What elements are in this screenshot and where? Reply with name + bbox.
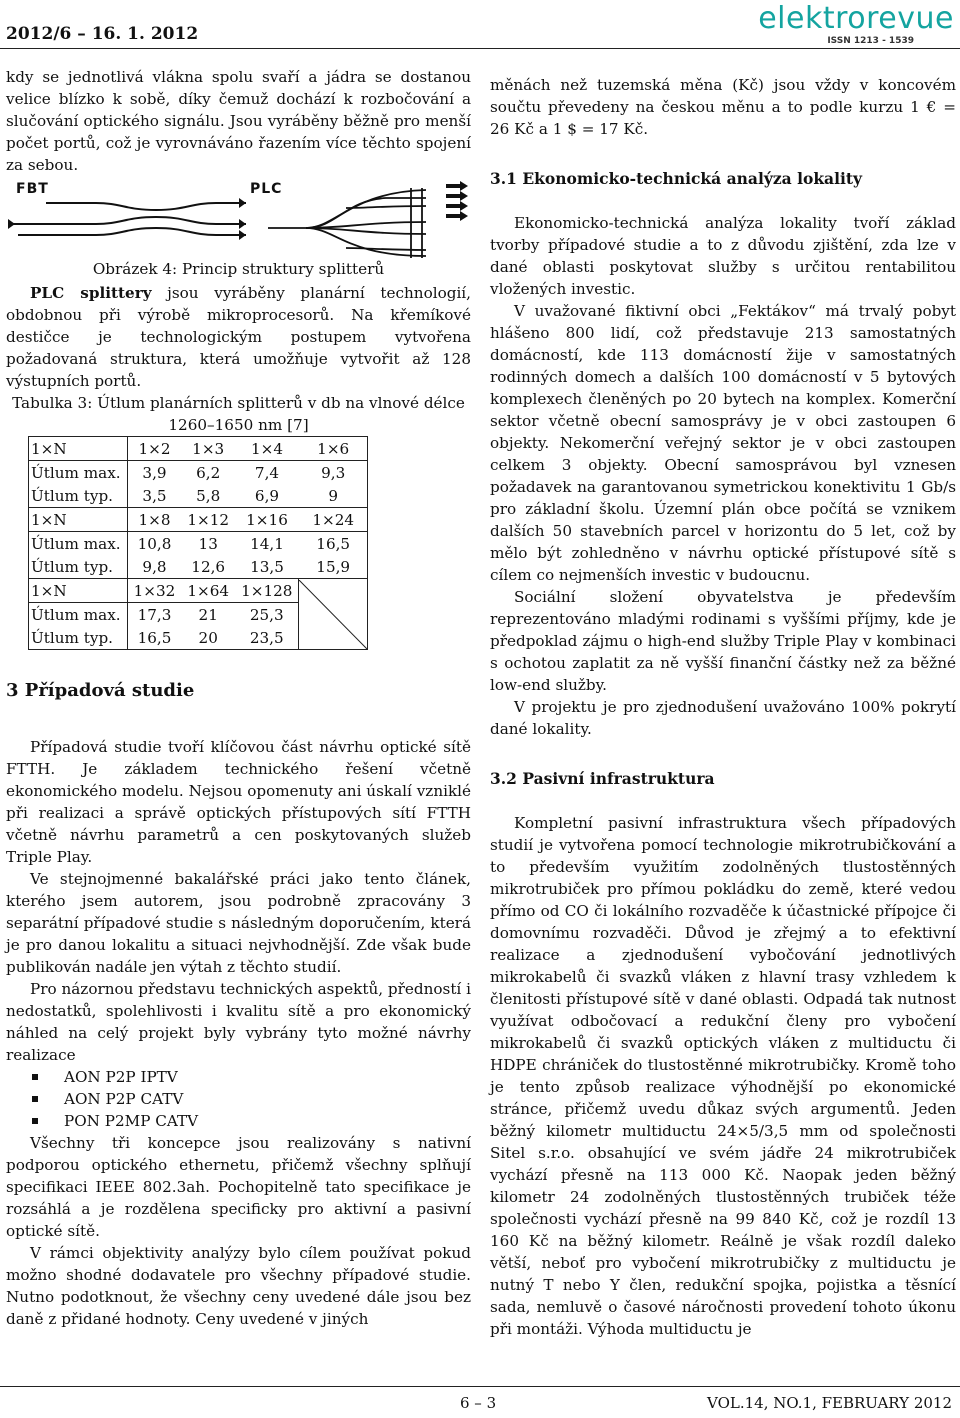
table-cell: 1×3 (181, 437, 235, 461)
subsection-heading-3-2: 3.2 Pasivní infrastruktura (490, 769, 715, 788)
subsection-heading-3-1: 3.1 Ekonomicko-technická analýza lokality (490, 169, 863, 188)
table-cell: 3,5 (142, 486, 167, 505)
table-cell: 9 (299, 484, 368, 508)
figure-label-plc: PLC (250, 181, 283, 197)
table-cell: 10,8 (137, 534, 172, 553)
splitter-figure (6, 178, 471, 258)
volume-info: VOL.14, NO.1, FEBRUARY 2012 (707, 1394, 952, 1412)
table-cell: 14,1 (250, 534, 284, 553)
bullet-square-icon (32, 1074, 38, 1080)
case-study-paragraph-4: Všechny tři koncepce jsou realizovány s nativní podporou optického ethernetu, přičemž všechny splňují specifikaci IEEE 802.3ah. Pochopitelně tato specifikace je rozsáhlá a je rozdělena specificky pro aktivní a pasivní optické sítě. (6, 1134, 471, 1240)
analysis-paragraph-4: V projektu je pro zjednodušení uvažováno 100% pokrytí dané lokality. (490, 698, 956, 738)
table-cell: 1×N (29, 579, 128, 603)
empty-diagonal-cell (299, 579, 368, 650)
logo-text: elektrorevue (758, 1, 954, 36)
fbt-lines (8, 203, 246, 235)
table-cell: 1×N (29, 437, 128, 461)
table-cell: 1×12 (181, 508, 235, 532)
analysis-paragraph-1: Ekonomicko-technická analýza lokality tvoří základ tvorby případové studie a to z důvodu zjištění, zda lze v dané oblasti poskytovat služby s určitou rentabilitou vložených investic. (490, 214, 956, 298)
page-number: 6 – 3 (460, 1394, 497, 1412)
table-cell: 13,5 (250, 557, 284, 576)
case-study-paragraph-5: V rámci objektivity analýzy bylo cílem používat pokud možno shodné dodavatele pro všechny případové studie. Nutno podotknout, že všechny ceny uvedené dále jsou bez daně z přidané hodnoty. Ceny uvedené v jiných (6, 1244, 471, 1328)
table-row (29, 579, 368, 603)
table-cell: Útlum max. (29, 603, 128, 627)
table-cell: 1×N (29, 508, 128, 532)
table-row (29, 461, 368, 485)
table-cell: 17,3 (137, 605, 172, 624)
plc-paragraph (6, 282, 471, 392)
table-cell: 3,9 (142, 463, 167, 482)
table-cell: 1×32 (127, 579, 181, 603)
table-cell: 16,5 (299, 532, 368, 556)
table-cell: 6,2 (196, 463, 221, 482)
realization-list (6, 1066, 471, 1132)
table-row (29, 437, 368, 461)
table-cell: Útlum typ. (29, 484, 128, 508)
list-item-label: AON P2P CATV (64, 1090, 184, 1108)
table-row (29, 532, 368, 556)
right-column (490, 74, 956, 1340)
attenuation-table (28, 436, 368, 650)
table-cell: Útlum typ. (29, 626, 128, 650)
issn-number: ISSN 1213 - 1539 (827, 36, 914, 46)
table-cell: 20 (181, 626, 235, 650)
plc-chip (268, 188, 426, 258)
list-item (64, 1066, 471, 1088)
table-cell: 1×64 (181, 579, 235, 603)
table-cell: 1×4 (235, 437, 299, 461)
table-cell: 23,5 (235, 626, 299, 650)
case-study-paragraph-3: Pro názornou představu technických aspektů, předností i nedostatků, spolehlivosti i kvalitu sítě a pro ekonomický náhled na celý projekt byly vybrány tyto možné návrhy realizace (6, 980, 471, 1064)
bullet-square-icon (32, 1096, 38, 1102)
table-row (29, 555, 368, 579)
list-item (64, 1088, 471, 1110)
table-cell: 1×24 (299, 508, 368, 532)
figure-caption: Obrázek 4: Princip struktury splitterů (92, 260, 385, 278)
plc-output-arrows (446, 181, 468, 221)
footer-rule (0, 1386, 960, 1387)
case-study-paragraph-1: Případová studie tvoří klíčovou část návrhu optické sítě FTTH. Je základem technického řešení včetně ekonomického modelu. Nejsou opomenuty ani úskalí vzniklé při realizaci a správě optických přístupových sítí FTTH včetně návrhu parametrů a cen poskytovaných služeb Triple Play. (6, 738, 471, 866)
diagonal-line (299, 580, 367, 649)
table-cell: 1×8 (127, 508, 181, 532)
table-cell: 9,8 (142, 557, 167, 576)
table-cell: 7,4 (254, 463, 280, 482)
plc-description: jsou vyráběny planární technologií, obdobnou při výrobě mikroprocesorů. Na křemíkové destičce je technologickým postupem vytvořena požadovaná struktura, která umožňuje vytvořit až 128 výstupních portů. (6, 284, 471, 390)
table-cell: 5,8 (196, 486, 221, 505)
left-intro-paragraph: kdy se jednotlivá vlákna spolu svaří a jádra se dostanou velice blízko k sobě, díky čemuž dochází k rozbočování a slučování optického signálu. Jsou vyráběny běžně pro menší počet portů, což je vyrovnáváno řazením více těchto spojení za sebou. (6, 68, 471, 174)
table-cell: 16,5 (127, 626, 181, 650)
elektrorevue-logo (758, 2, 954, 46)
section-heading: 3 Případová studie (6, 680, 195, 701)
table-cell: 15,9 (299, 555, 368, 579)
table-row (29, 484, 368, 508)
list-item-label: PON P2MP CATV (64, 1112, 199, 1130)
table-cell: 9,3 (299, 461, 368, 485)
table-cell: 13 (198, 534, 218, 553)
bullet-square-icon (32, 1118, 38, 1124)
table-row (29, 508, 368, 532)
table-cell: 21 (198, 605, 218, 624)
table-cell: Útlum max. (29, 461, 128, 485)
table-cell: 1×128 (235, 579, 299, 603)
list-item (64, 1110, 471, 1132)
table-cell: Útlum typ. (29, 555, 128, 579)
left-column (6, 66, 471, 1330)
right-intro-paragraph: měnách než tuzemská měna (Kč) jsou vždy v koncovém součtu převedeny na českou měnu a to podle kurzu 1 € = 26 Kč a 1 $ = 17 Kč. (490, 76, 956, 138)
splitter-diagram (6, 178, 471, 258)
table-cell: 12,6 (191, 557, 226, 576)
case-study-paragraph-2: Ve stejnojmenné bakalářské práci jako tento článek, kterého jsem autorem, jsou podrobně zpracovány 3 separátní případové studie s následným doporučením, která je pro danou lokalitu a situaci nejvhodnější. Zde však bude publikován nadále jen výtah z těchto studií. (6, 870, 471, 976)
figure-label-fbt: FBT (16, 181, 49, 197)
list-item-label: AON P2P IPTV (64, 1068, 178, 1086)
table-cell: 1×6 (299, 437, 368, 461)
header-rule (0, 48, 960, 49)
table-cell: 1×16 (235, 508, 299, 532)
analysis-paragraph-2: V uvažované fiktivní obci „Fektákov“ má trvalý pobyt hlášeno 800 lidí, což představuje 213 samostatných domácností, kde 113 domácností žije v samostatných rodinných domech a dalších 100 domácností v 5 bytových komplexech členěných po 20 bytech na komplex. Komerční sektor včetně obecní samosprávy je v obci zastoupen 6 objekty. Nekomerční veřejný sektor je v obci zastoupen celkem 3 objekty. Obecní samosprávou byl vznesen požadavek na garantovanou symetrickou konektivitu 1 Gb/s pro základní školu. Územní plán obce počítá se vznikem dalších 50 stavebních parcel v horizontu do 5 let, což by mělo být zohledněno v návrhu optické přístupové sítě s cílem co nejmenších investic v budoucnu. (490, 302, 956, 584)
issue-date: 2012/6 – 16. 1. 2012 (6, 24, 199, 44)
table-cell: 6,9 (254, 486, 280, 505)
table-cell: 1×2 (127, 437, 181, 461)
infrastructure-paragraph: Kompletní pasivní infrastruktura všech případových studií je vytvořena pomocí technologie mikrotrubičkování a to především využitím zodolněných tlustostěnných mikrotrubiček pro přímou pokládku do země, které vedou přímo od CO či lokálního rozvaděče k účastnické přípojce či domovnímu rozvaděči. Důvod je zřejmý a to efektivní realizace a zjednodušení vybočování jednotlivých mikrokabelů či svazků vláken z hlavní trasy vzhledem k členitosti přístupové sítě v dané oblasti. Odpadá tak nutnost využívat odbočovací a redukční členy pro vybočení mikrokabelů či svazků optických vláken z multiductu či HDPE chrániček do tlustostěnné mikrotrubičky. Kromě toho je tento způsob realizace výhodnější po ekonomické stránce, přičemž uvedu důkaz svých argumentů. Jeden běžný kilometr multiductu 24×5/3,5 mm od společnosti Sitel s.r.o. obsahující ve svém jádře 24 mikrotrubiček vychází přesně na 113 000 Kč. Naopak jeden běžný kilometr 24 zodolněných tlustostěnných trubiček téže společnosti vychází přesně na 99 840 Kč, což je rozdíl 13 160 Kč na běžný kilometr. Reálně je však rozdíl daleko větší, neboť pro vybočení mikrotrubičky z multiductu je nutný T nebo Y člen, redukční spojka, pojistka a těsnící sada, nemluvě o časové náročnosti provedení tohoto úkonu při montáži. Výhoda multiductu je (490, 814, 956, 1338)
table-caption: Tabulka 3: Útlum planárních splitterů v db na vlnové délce 1260–1650 nm [7] (12, 394, 465, 434)
table-cell: 25,3 (235, 603, 299, 627)
table-cell: Útlum max. (29, 532, 128, 556)
analysis-paragraph-3: Sociální složení obyvatelstva je především reprezentováno mladými rodinami s vyššími příjmy, kde je předpoklad zájmu o high-end služby Triple Play v kombinaci s ochotou zaplatit za ně vyšší finanční částky než za běžné low-end služby. (490, 588, 956, 694)
page-header (0, 0, 960, 48)
plc-term: PLC splittery (30, 284, 152, 302)
